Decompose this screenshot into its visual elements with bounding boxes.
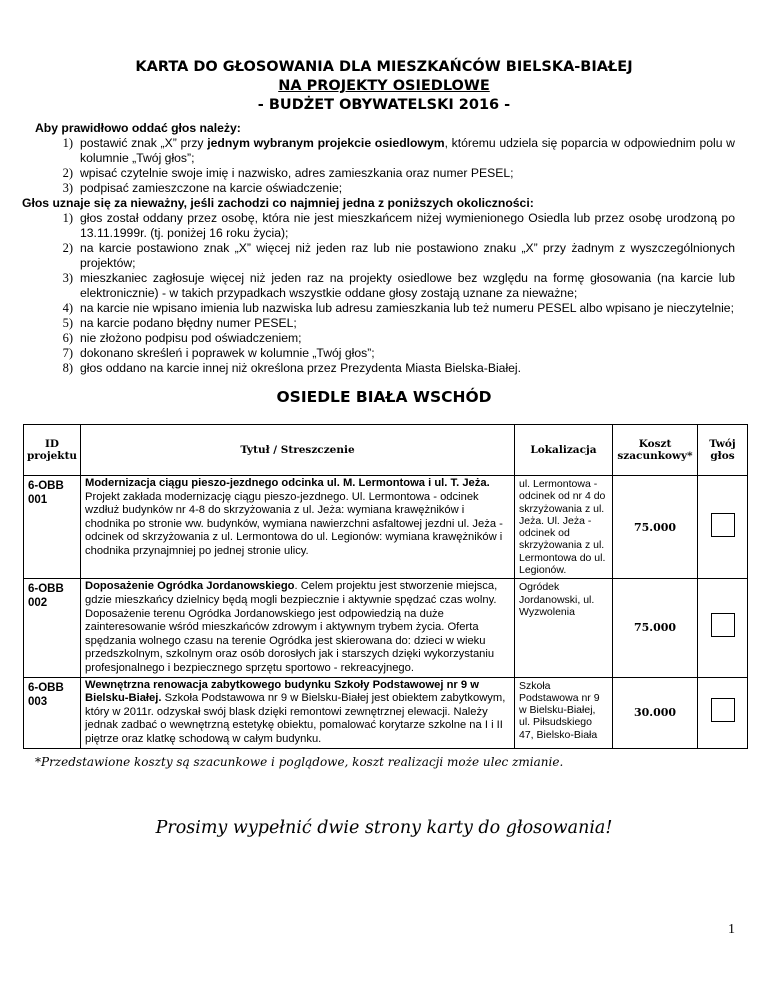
project-location: Szkoła Podstawowa nr 9 w Bielsku-Białej, ul. Piłsudskiego 47, Bielsko-Biała — [515, 677, 613, 748]
instructions-title: Aby prawidłowo oddać głos należy: — [35, 121, 241, 135]
ballot-subtitle: NA PROJEKTY OSIEDLOWE — [278, 78, 490, 94]
project-title: Doposażenie Ogródka Jordanowskiego — [85, 580, 295, 593]
instruction-item: 3) podpisać zamieszczone na karcie oświadczenie; — [62, 181, 343, 195]
vote-checkbox[interactable] — [711, 698, 735, 722]
invalid-item: 6) nie złożono podpisu pod oświadczeniem; — [62, 331, 302, 345]
project-description: . Celem projektu jest stworzenie miejsca, gdzie mieszkańcy dzielnicy będą mogli bezpiecznie i aktywnie spędzać czas wolny. Doposażenie terenu Ogródka Jordanowskiego jest odpowiedzią na duże zainteresowanie wśród mieszkańców zdrowym i aktywnym trybem życia. Oferta spędzania wolnego czasu na terenie Ogródka jest skierowana do: dzieci w wieku przedszkolnym, szkolnym oraz osób dorosłych jak i starszych dzięki wykorzystaniu profesjonalnego i bezpiecznego sprzętu sportowo - rekreacyjnego. — [85, 580, 498, 674]
project-location: Ogródek Jordanowski, ul. Wyzwolenia — [515, 579, 613, 677]
header-id: ID projektu — [24, 425, 81, 476]
project-cost: 75.000 — [613, 476, 698, 579]
table-row — [24, 476, 748, 579]
invalid-item: 2) na karcie postawiono znak „X” więcej niż jeden raz lub nie postawiono znaku „X” przy żadnym z wyszczególnionych projektów; — [62, 241, 735, 270]
invalid-title: Głos uznaje się za nieważny, jeśli zachodzi co najmniej jedna z poniższych okoliczności: — [22, 196, 534, 210]
instruction-item: 2) wpisać czytelnie swoje imię i nazwisko, adres zamieszkania oraz numer PESEL; — [62, 166, 514, 180]
project-description: Projekt zakłada modernizację ciągu pieszo-jezdnego. Ul. Lermontowa - odcinek wzdłuż budynków nr 4-8 do skrzyżowania z ul. Jeża: wymiana krawężników i chodnika po stronie ww. budynków, wymiana nawierzchni asfaltowej jezdni ul. Jeża - odcinek od skrzyżowania z ul. Lermontowa do ul. Legionów: wymiana krawężników i chodnika przynajmniej po jednej stronie ulicy. — [85, 490, 503, 557]
project-id: 6-OBB 002 — [24, 579, 81, 677]
header-title: Tytuł / Streszczenie — [81, 425, 515, 476]
project-id: 6-OBB 001 — [24, 476, 81, 579]
vote-cell — [698, 579, 748, 677]
table-row — [24, 677, 748, 748]
invalid-item: 8) głos oddano na karcie innej niż określona przez Prezydenta Miasta Bielska-Białej. — [62, 361, 522, 375]
project-description: Szkoła Podstawowa nr 9 w Bielsku-Białej jest obiektem zabytkowym, który w 2011r. odzyskał swój blask dzięki remontowi zewnętrznej elewacji. Należy jednak zadbać o wewnętrzną estetykę obiektu, pomalować korytarze szkolne na I i II piętrze oraz klatkę schodową w całym budynku. — [85, 692, 506, 745]
project-title: Wewnętrzna renowacja zabytkowego budynku Szkoły Podstawowej nr 9 w Bielsku-Białej. — [85, 678, 479, 705]
invalid-item: 5) na karcie podano błędny numer PESEL; — [62, 316, 297, 330]
project-summary — [81, 677, 515, 748]
invalid-item: 3) mieszkaniec zagłosuje więcej niż jeden raz na projekty osiedlowe bez względu na formę głosowania (na karcie lub elektronicznie) - w takich przypadkach wszystkie oddane głosy zostają uznane za nieważne; — [62, 271, 735, 300]
project-summary — [81, 476, 515, 579]
ballot-title: KARTA DO GŁOSOWANIA DLA MIESZKAŃCÓW BIELSKA-BIAŁEJ — [135, 59, 633, 75]
table-header-row — [24, 425, 748, 476]
cost-footnote: *Przedstawione koszty są szacunkowe i poglądowe, koszt realizacji może ulec zmianie. — [35, 755, 564, 769]
invalid-item: 7) dokonano skreśleń i poprawek w kolumnie „Twój głos”; — [62, 346, 375, 360]
fill-both-sides-note: Prosimy wypełnić dwie strony karty do głosowania! — [155, 818, 613, 838]
instruction-item: 1) postawić znak „X” przy jednym wybranym projekcie osiedlowym, któremu udziela się poparcia w odpowiednim polu w kolumnie „Twój głos”; — [62, 136, 735, 165]
project-cost: 30.000 — [613, 677, 698, 748]
instructions-list — [35, 136, 735, 196]
invalid-item: 4) na karcie nie wpisano imienia lub nazwiska lub adresu zamieszkania lub też numeru PESEL albo wpisano je nieczytelnie; — [62, 301, 734, 315]
ballot-budget-year: - BUDŻET OBYWATELSKI 2016 - — [257, 97, 511, 113]
vote-cell — [698, 476, 748, 579]
project-summary — [81, 579, 515, 677]
vote-checkbox[interactable] — [711, 513, 735, 537]
projects-table — [23, 424, 748, 749]
page-number: 1 — [728, 922, 735, 937]
project-location: ul. Lermontowa - odcinek od nr 4 do skrzyżowania z ul. Jeża. Ul. Jeża - odcinek od skrzyżowania z ul. Lermontowa do ul. Legionów. — [515, 476, 613, 579]
header-location: Lokalizacja — [515, 425, 613, 476]
project-id: 6-OBB 003 — [24, 677, 81, 748]
section-title: OSIEDLE BIAŁA WSCHÓD — [276, 388, 492, 406]
vote-cell — [698, 677, 748, 748]
table-row — [24, 579, 748, 677]
vote-checkbox[interactable] — [711, 613, 735, 637]
project-title: Modernizacja ciągu pieszo-jezdnego odcinka ul. M. Lermontowa i ul. T. Jeża. — [85, 477, 490, 489]
header-vote: Twój głos — [698, 425, 748, 476]
invalid-list — [35, 211, 735, 376]
invalid-item: 1) głos został oddany przez osobę, która nie jest mieszkańcem niżej wymienionego Osiedla lub przez osobę urodzoną po 13.11.1999r. (tj. poniżej 16 roku życia); — [62, 211, 735, 240]
header-cost: Koszt szacunkowy* — [613, 425, 698, 476]
project-cost: 75.000 — [613, 579, 698, 677]
